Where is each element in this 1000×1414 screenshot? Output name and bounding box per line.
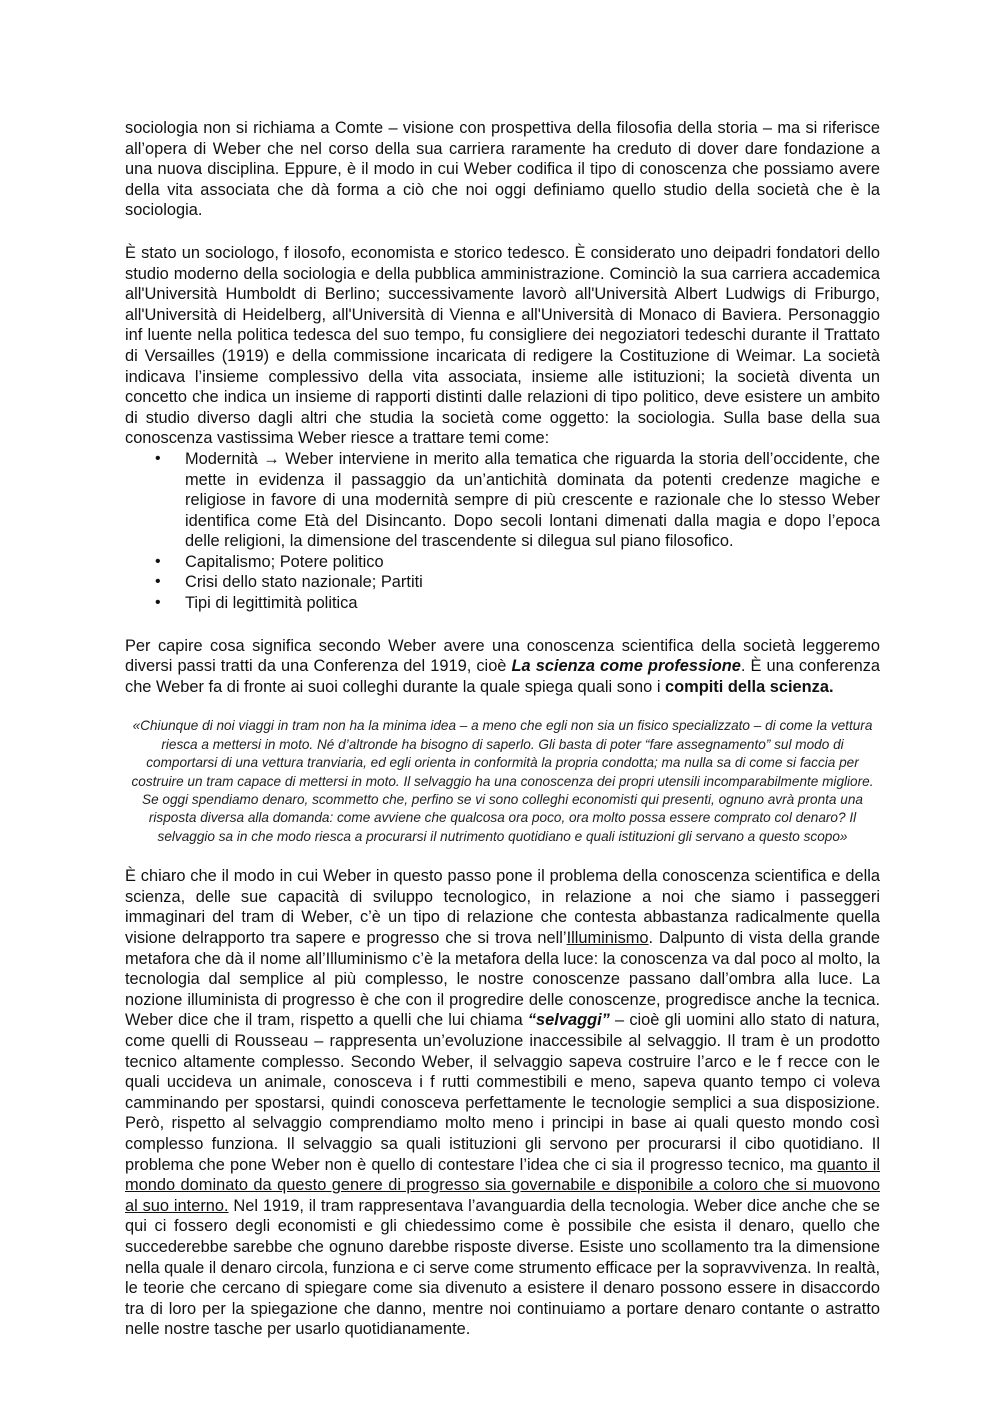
paragraph-text: Nel 1919, il tram rappresentava l’avanguardia della tecnologia. Weber dice anche che se qui ci fossero degli economisti e gli chiedessimo come è possibile che esista il denaro, quello che succederebbe sarebbe che ognuno darebbe risposte diverse. Esiste uno scollamento tra la dimensione nella quale il denaro circola, funziona e ci serve come strumento efficace per la sopravvivenza. In realtà, le teorie che cercano di spiegare come sia divenuto a esistere il denaro possono essere in disaccordo tra di loro per la spiegazione che danno, mentre noi continuiamo a portare denaro contante o astratto nelle nostre tasche per usarlo quotidianamente.	[125, 1196, 880, 1339]
paragraph-analysis	[125, 866, 880, 1340]
paragraph-text: – cioè gli uomini allo stato di natura, come quelli di Rousseau – rappresenta un’evoluzione inaccessibile al selvaggio. Il tram è un prodotto tecnico altamente complesso. Secondo Weber, il selvaggio sapeva costruire l’arco e le f recce con le quali uccideva un animale, conosceva i f rutti commestibili e meno, sapeva quanto tempo ci voleva camminando per spostarsi, quindi conosceva perfettamente le tecnologie semplici a sua disposizione. Però, rispetto al selvaggio comprendiamo molto meno i principi in base ai quali questo mondo così complesso funziona. Il selvaggio sa quali istituzioni gli servono per procurarsi il cibo quotidiano. Il problema che pone Weber non è quello di contestare l’idea che ci sia il progresso tecnico, ma	[125, 1011, 880, 1174]
document-page	[125, 118, 880, 1340]
paragraph-text: Per capire cosa significa secondo Weber avere una conoscenza scientifica della società leggeremo diversi passi tratti da una Conferenza del 1919, cioè	[125, 636, 880, 676]
illuminismo-link[interactable]: Illuminismo	[566, 929, 649, 948]
list-item-text: Weber interviene in merito alla tematica che riguarda la storia dell’occidente, che mette in evidenza il passaggio da un’antichità dominata da potenti credenze magiche e religiose in favore di una modernità sempre di più crescente e razionale che lo stesso Weber identifica come Età del Disincanto. Dopo secoli lontani dimenati dalla magia e dopo l’epoca delle religioni, la dimensione del trascendente si dilegua sul piano filosofico.	[185, 449, 880, 551]
paragraph-text: È chiaro che il modo in cui Weber in questo passo pone il problema della conoscenza scientifica e della scienza, delle sue capacità di sviluppo tecnologico, in relazione a noi che siamo i passeggeri immaginari del tram di Weber, c’è un tipo di relazione che contesta abbastanza radicalmente quella visione delrapporto tra sapere e progresso che si trova nell’	[125, 867, 880, 948]
paragraph-spacer	[125, 846, 880, 866]
paragraph-text: . È una conferenza che Weber fa di fronte ai suoi colleghi durante la quale spiega quali sono i	[125, 657, 881, 696]
paragraph-intro: sociologia non si richiama a Comte – visione con prospettiva della filosofia della storia – ma si riferisce all’opera di Weber che nel corso della sua carriera raramente ha creduto di dover dare fondazione a una nuova disciplina. Eppure, è il modo in cui Weber codifica il tipo di conoscenza che possiamo avere della vita associata che dà forma a ciò che noi oggi definiamo quello studio della società che è la sociologia.	[125, 119, 880, 220]
lecture-title: La scienza come professione	[511, 657, 741, 676]
emphasis-selvaggi: “selvaggi”	[527, 1011, 610, 1030]
list-item-legittimita: • Tipi di legittimità politica	[185, 593, 880, 614]
list-item-text: Modernità	[185, 449, 264, 468]
paragraph-spacer	[125, 614, 880, 636]
paragraph-weber-biography: È stato un sociologo, f ilosofo, economista e storico tedesco. È considerato uno deipadri fondatori dello studio moderno della sociologia e della pubblica amministrazione. Cominciò la sua carriera accademica all'Università Humboldt di Berlino; successivamente lavorò all'Università Albert Ludwigs di Friburgo, all'Università di Heidelberg, all'Università di Vienna e all'Università di Monaco di Baviera. Personaggio inf luente nella politica tedesca del suo tempo, fu consigliere dei negoziatori tedeschi durante il Trattato di Versailles (1919) e della commissione incaricata di redigere la Costituzione di Weimar. La società indicava l’insieme complessivo della vita associata, insieme alle istituzioni; la società diventa un concetto che indica un insieme di rapporti distinti dalle relazioni di tipo politico, deve esistere un ambito di studio diverso dagli altri che studia la società come oggetto: la sociologia. Sulla base della sua conoscenza vastissima Weber riesce a trattare temi come:	[125, 243, 880, 448]
paragraph-spacer	[125, 697, 880, 717]
list-item-crisi-stato: • Crisi dello stato nazionale; Partiti	[185, 572, 880, 593]
paragraph-text: . Dalpunto di vista della grande metafora che dà il nome all’Illuminismo c’è la metafora della luce: la conoscenza va dal poco al molto, la tecnologia dal semplice al più complesso, le nostre conoscenze passano dall’ombra alla luce. La nozione illuminista di progresso è che con il progredire delle conoscenze, progredisce anche la tecnica. Weber dice che il tram, rispetto a quelli che lui chiama	[125, 929, 881, 1030]
themes-list	[125, 449, 880, 614]
bold-phrase: compiti della scienza.	[665, 677, 834, 696]
list-item-capitalismo: • Capitalismo; Potere politico	[185, 552, 880, 573]
paragraph-spacer	[125, 221, 880, 243]
list-item-modernita	[185, 449, 880, 552]
right-arrow-icon: →	[263, 449, 280, 468]
underlined-phrase: quanto il mondo dominato da questo genere di progresso sia governabile e disponibile a coloro che si muovono al suo interno.	[125, 1155, 880, 1215]
paragraph-conferenza	[125, 636, 880, 698]
block-quote: «Chiunque di noi viaggi in tram non ha la minima idea – a meno che egli non sia un fisico specializzato – di come la vettura riesca a mettersi in moto. Né d’altronde ha bisogno di saperlo. Gli basta di poter “fare assegnamento” sul modo di comportarsi di una vettura tranviaria, ed egli orienta in conformità la propria condotta; ma nulla sa di come si faccia per costruire un tram capace di mettersi in moto. Il selvaggio ha una conoscenza dei propri utensili incomparabilmente migliore. Se oggi spendiamo denaro, scommetto che, perfino se vi sono colleghi economisti qui presenti, ognuno avrà pronta una risposta diversa alla domanda: come avviene che qualcosa ora poco, ora molto possa essere comprato col denaro? Il selvaggio sa in che modo riesca a procurarsi il nutrimento quotidiano e quali istituzioni gli servano a questo scopo»	[131, 718, 874, 844]
